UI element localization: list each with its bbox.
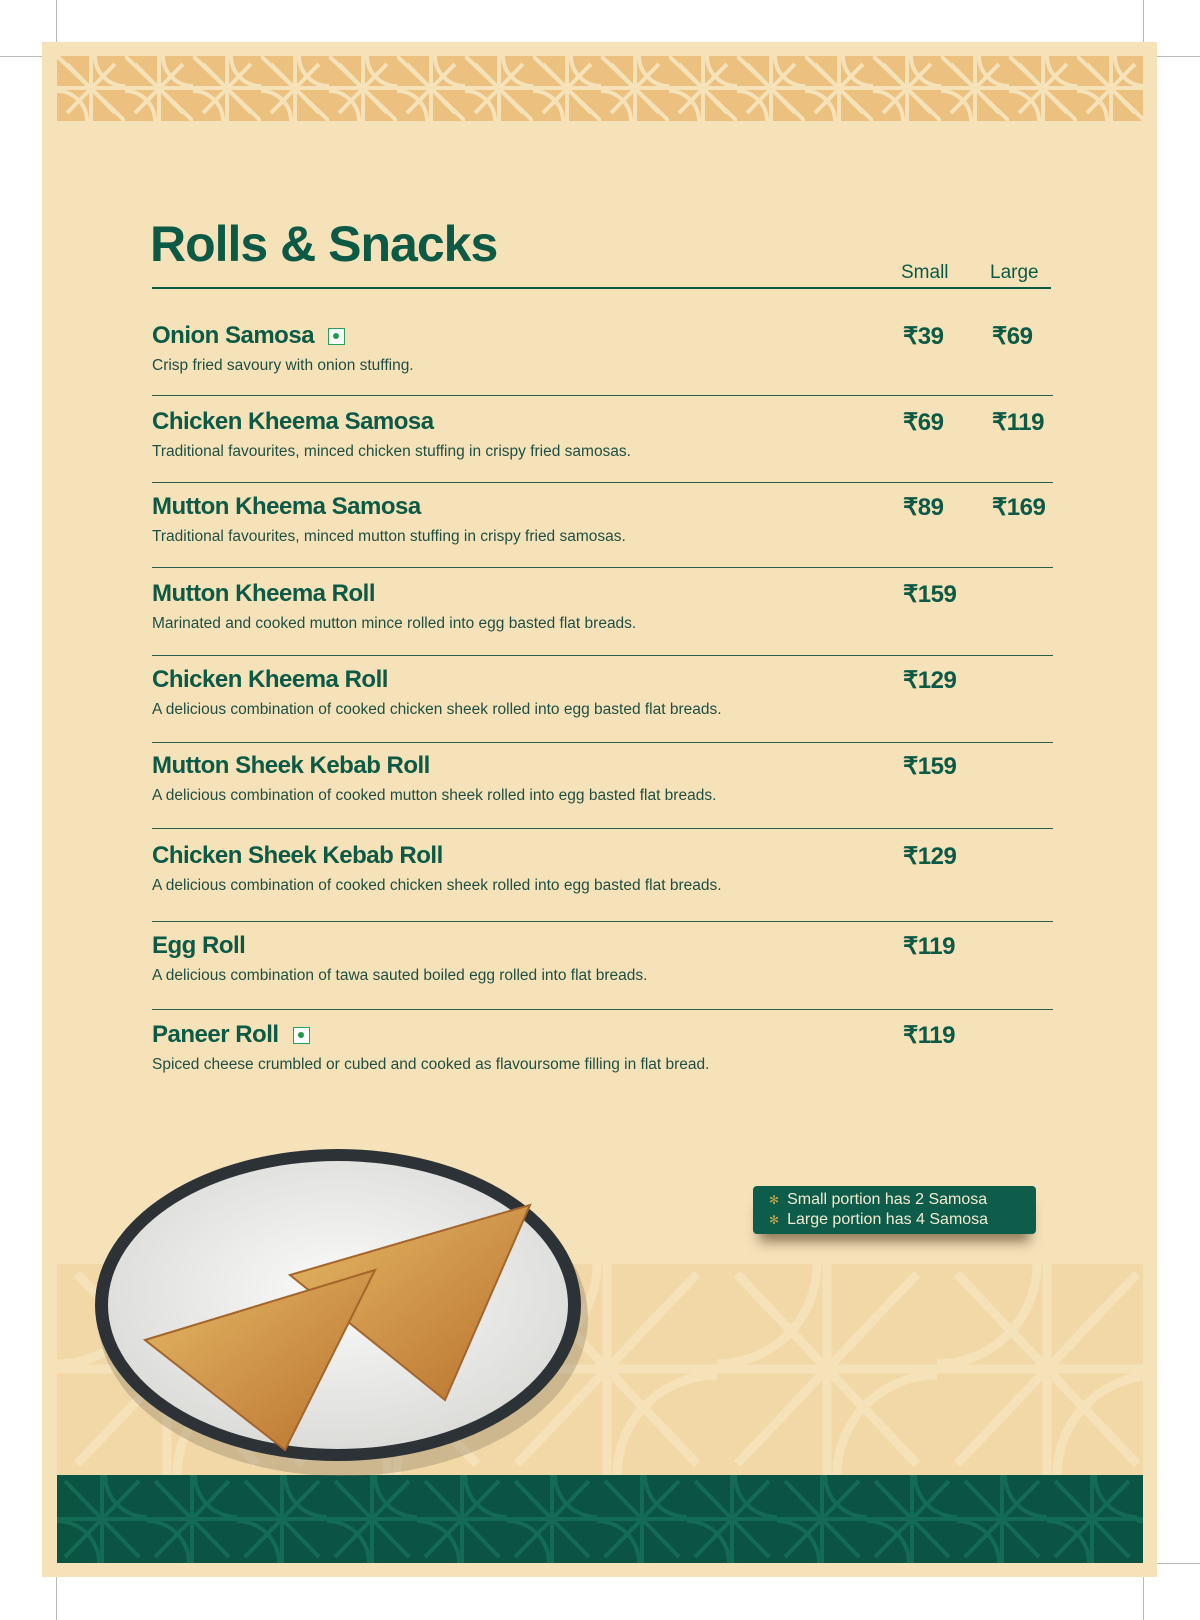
- price-large: ₹119: [992, 409, 1044, 436]
- item-name-text: Chicken Kheema Roll: [152, 666, 388, 693]
- star-bullet-icon: ✻: [769, 1213, 780, 1227]
- price-small: ₹129: [903, 667, 957, 694]
- page-title: Rolls & Snacks: [150, 216, 498, 272]
- crop-mark: [0, 56, 42, 57]
- note-line: Small portion has 2 Samosa: [787, 1191, 988, 1208]
- row-divider: [152, 395, 1053, 396]
- crop-mark: [1143, 1577, 1144, 1620]
- menu-item-description: Traditional favourites, minced mutton stuffing in crispy fried samosas.: [152, 528, 626, 545]
- menu-item-description: A delicious combination of cooked mutton sheek rolled into egg basted flat breads.: [152, 787, 717, 804]
- crop-mark: [56, 0, 57, 42]
- item-name-text: Mutton Sheek Kebab Roll: [152, 752, 430, 779]
- veg-icon: [293, 1027, 310, 1044]
- price-small: ₹119: [903, 933, 955, 960]
- row-divider: [152, 567, 1053, 568]
- price-small: ₹89: [903, 494, 944, 521]
- crop-mark: [1157, 56, 1200, 57]
- menu-item-name: [152, 666, 388, 694]
- column-header-small: Small: [901, 262, 949, 283]
- price-small: ₹129: [903, 843, 957, 870]
- decorative-pattern-top: [57, 56, 1143, 121]
- menu-item-name: [152, 1021, 310, 1049]
- price-small: ₹159: [903, 581, 957, 608]
- star-bullet-icon: ✻: [769, 1193, 780, 1207]
- price-large: ₹169: [992, 494, 1046, 521]
- row-divider: [152, 828, 1053, 829]
- menu-item-description: A delicious combination of cooked chicken sheek rolled into egg basted flat breads.: [152, 701, 722, 718]
- crop-mark: [1143, 0, 1144, 42]
- portion-note: [753, 1186, 1036, 1234]
- header-rule: [152, 287, 1051, 289]
- column-header-large: Large: [990, 262, 1039, 283]
- menu-item-name: [152, 842, 443, 870]
- row-divider: [152, 482, 1053, 483]
- item-name-text: Chicken Kheema Samosa: [152, 408, 434, 435]
- menu-item-name: [152, 322, 345, 350]
- item-name-text: Egg Roll: [152, 932, 246, 959]
- price-small: ₹119: [903, 1022, 955, 1049]
- samosa-plate-image: [85, 1140, 605, 1480]
- veg-icon: [328, 328, 345, 345]
- price-small: ₹39: [903, 323, 944, 350]
- menu-item-description: Marinated and cooked mutton mince rolled into egg basted flat breads.: [152, 615, 637, 632]
- menu-item-description: Traditional favourites, minced chicken stuffing in crispy fried samosas.: [152, 443, 631, 460]
- row-divider: [152, 655, 1053, 656]
- item-name-text: Onion Samosa: [152, 322, 315, 349]
- menu-item-name: [152, 752, 430, 780]
- menu-item-description: Spiced cheese crumbled or cubed and cooked as flavoursome filling in flat bread.: [152, 1056, 710, 1073]
- menu-item-description: A delicious combination of tawa sauted boiled egg rolled into flat breads.: [152, 967, 648, 984]
- row-divider: [152, 1009, 1053, 1010]
- decorative-pattern-footer: [57, 1475, 1143, 1563]
- price-small: ₹69: [903, 409, 944, 436]
- item-name-text: Mutton Kheema Roll: [152, 580, 375, 607]
- menu-item-name: [152, 932, 245, 960]
- row-divider: [152, 921, 1053, 922]
- menu-item-description: Crisp fried savoury with onion stuffing.: [152, 357, 414, 374]
- note-line: Large portion has 4 Samosa: [787, 1211, 989, 1228]
- item-name-text: Mutton Kheema Samosa: [152, 493, 421, 520]
- row-divider: [152, 742, 1053, 743]
- item-name-text: Chicken Sheek Kebab Roll: [152, 842, 443, 869]
- crop-mark: [56, 1577, 57, 1620]
- menu-item-name: [152, 408, 434, 436]
- price-small: ₹159: [903, 753, 957, 780]
- price-large: ₹69: [992, 323, 1033, 350]
- menu-item-name: [152, 580, 375, 608]
- item-name-text: Paneer Roll: [152, 1021, 279, 1048]
- menu-item-name: [152, 493, 421, 521]
- crop-mark: [1157, 1563, 1200, 1564]
- menu-item-description: A delicious combination of cooked chicken sheek rolled into egg basted flat breads.: [152, 877, 722, 894]
